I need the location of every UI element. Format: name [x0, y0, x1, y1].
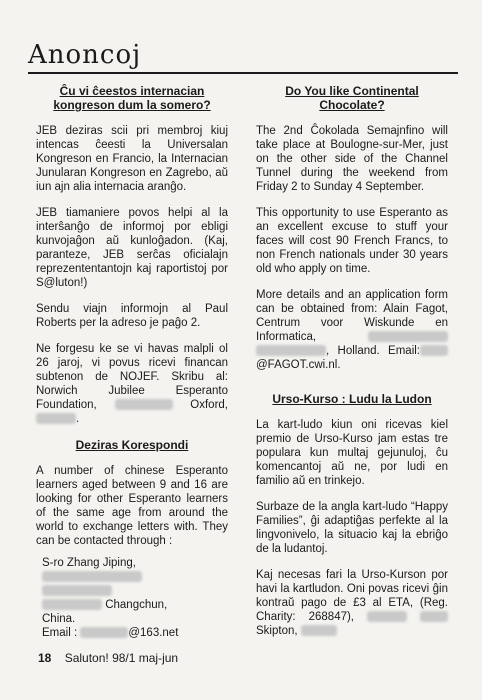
redacted-text — [420, 345, 448, 356]
redacted-text — [42, 571, 142, 582]
email-domain: @FAGOT.cwi.nl. — [256, 359, 341, 371]
correspond-paragraph: A number of chinese Esperanto learners aged between 9 and 16 are looking for other Esperanto learners of the same age from around the world to exchange letters with. They can be contacted through : — [36, 465, 228, 547]
right-column — [256, 84, 448, 650]
congress-paragraph-4: Ne forgesu ke se vi havas malpli ol 26 jaroj, vi povus ricevi financan subtenon de NOJEF. Skribu al: Norwich Jubilee Esperanto Foundation, Oxford, . — [36, 343, 228, 425]
redacted-text — [80, 627, 128, 638]
article-heading-urso-kurso: Urso-Kurso : Ludu la Ludon — [272, 392, 432, 406]
redacted-text — [367, 611, 407, 622]
issue-label: Saluton! 98/1 maj-jun — [64, 651, 179, 665]
urso-paragraph-2: Surbaze de la angla kart-ludo “Happy Families”, ĝi adaptiĝas perfekte al la lingvonivelo, la situacio kaj la ebriĝo de la ludantoj. — [256, 501, 448, 555]
page-footer — [38, 651, 178, 665]
redacted-text — [420, 611, 448, 622]
left-column — [36, 84, 228, 640]
congress-paragraph-3: Sendu viajn informojn al Paul Roberts per la adreso je paĝo 2. — [36, 303, 228, 329]
redacted-text — [42, 585, 112, 596]
urso-paragraph-3: Kaj necesas fari la Urso-Kurson por havi la kartludon. Oni povas ricevi ĝin kontraŭ pago de £3 al ETA, (Reg. Charity: 268847), Skipton, — [256, 569, 448, 637]
article-heading-congress: Ĉu vi ĉeestos internacian kongreson dum la somero? — [53, 84, 211, 112]
congress-paragraph-2: JEB tiamaniere povos helpi al la interŝanĝo de informoj por ebligi kunvojaĝon aŭ kunloĝadon. (Kaj, paranteze, JEB serĉas oficialajn reprezententantojn kaj raportistoj por S@luton!) — [36, 207, 228, 289]
chocolate-paragraph-1: The 2nd Ĉokolada Semajnfino will take place at Boulogne-sur-Mer, just on the other side of the Channel Tunnel during the weekend from Friday 2 to Sunday 4 September. — [256, 125, 448, 193]
page-number: 18 — [38, 651, 52, 665]
chocolate-paragraph-3: More details and an application form can be obtained from: Alain Fagot, Centrum voor Wiskunde en Informatica, , Holland. Email:@FAGOT.cwi.nl. — [256, 289, 448, 371]
header-rule — [28, 72, 458, 74]
contact-address: S-ro Zhang Jiping, Changchun, China. Email : @163.net — [42, 557, 179, 639]
redacted-text — [42, 599, 102, 610]
congress-paragraph-1: JEB deziras scii pri membroj kiuj intencas ĉeesti la Universalan Kongreson en Francio, la Internacian Junularan Kongreson en Zagrebo, aŭ iun ajn alia internacia aranĝo. — [36, 125, 228, 193]
redacted-text — [115, 399, 173, 410]
email-domain: @163.net — [128, 627, 179, 639]
redacted-text — [256, 345, 326, 356]
page-header — [28, 40, 458, 74]
article-heading-correspond: Deziras Korespondi — [75, 438, 189, 452]
page-title: Anoncoj — [28, 40, 142, 70]
urso-paragraph-1: La kart-ludo kiun oni ricevas kiel premio de Urso-Kurso jam estas tre populara kun multaj gejunuloj, ĉu komencantoj aŭ ne, por ludi en familio aŭ en trinkejo. — [256, 419, 448, 487]
redacted-text — [368, 331, 448, 342]
redacted-text — [36, 413, 76, 424]
chocolate-paragraph-2: This opportunity to use Esperanto as an excellent excuse to stuff your faces will cost 90 French Francs, to non French nationals under 30 years old who apply on time. — [256, 207, 448, 275]
article-heading-chocolate: Do You like Continental Chocolate? — [285, 84, 419, 112]
redacted-text — [301, 625, 337, 636]
